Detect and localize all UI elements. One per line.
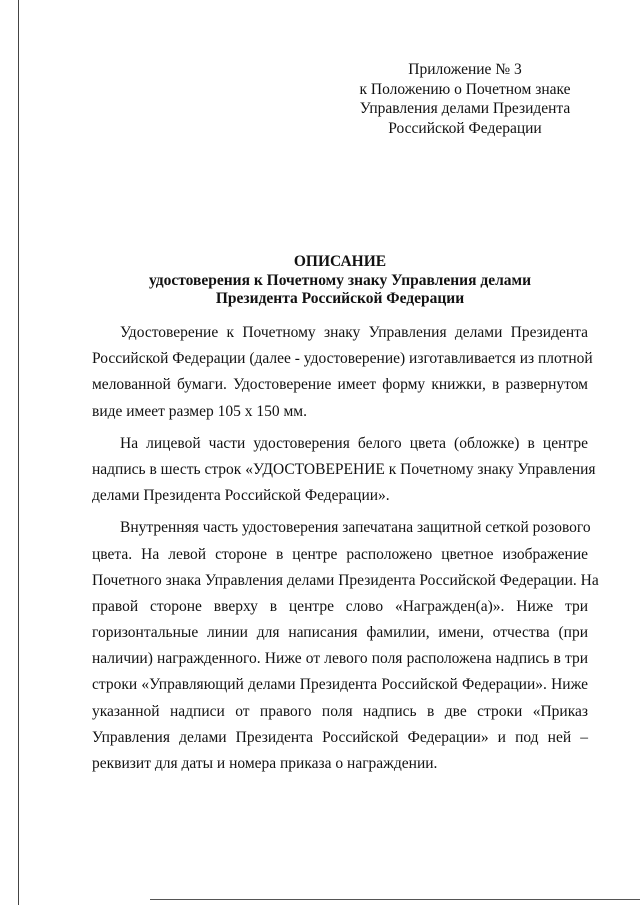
scan-border-left [18,0,19,905]
paragraph-3-line-6: наличии) награжденного. Ниже от левого поля расположена надпись в три [92,650,588,668]
annex-line-3: Управления делами Президента [359,100,571,117]
paragraph-3-line-5: горизонтальные линии для написания фамилии, имени, отчества (при [92,624,588,642]
paragraph-2-line-3: делами Президента Российской Федерации». [92,487,390,505]
paragraph-3-line-7: строки «Управляющий делами Президента Российской Федерации». Ниже [92,676,588,694]
document-subtitle-line-2: Президента Российской Федерации [215,290,465,307]
paragraph-2-line-1: На лицевой части удостоверения белого цвета (обложке) в центре [120,434,588,452]
annex-reference [345,60,585,138]
paragraph-1-line-1: Удостоверение к Почетному знаку Управления делами Президента [120,324,588,341]
paragraph-1-line-4: виде имеет размер 105 х 150 мм. [92,402,307,420]
paragraph-3-line-2: цвета. На левой стороне в центре расположено цветное изображение [92,545,588,563]
scan-border-bottom [150,899,640,900]
paragraph-1-line-2: Российской Федерации (далее - удостоверение) изготавливается из плотной [92,350,593,368]
paragraph-3-line-1: Внутренняя часть удостоверения запечатана защитной сеткой розового [120,519,591,537]
paragraph-3-line-4: правой стороне вверху в центре слово «Награжден(а)». Ниже три [92,597,588,615]
document-body [92,320,599,777]
annex-number: Приложение № 3 [408,61,522,78]
paragraph-3-line-10: реквизит для даты и номера приказа о награждении. [92,755,438,772]
document-heading [100,253,580,309]
paragraph-1-line-3: мелованной бумаги. Удостоверение имеет форму книжки, в развернутом [92,376,588,394]
document-subtitle-line-1: удостоверения к Почетному знаку Управления делами [148,271,532,289]
paragraph-3-line-8: указанной надписи от правого поля надпись в две строки «Приказ [92,702,588,720]
annex-line-2: к Положению о Почетном знаке [359,80,571,98]
paragraph-3-line-3: Почетного знака Управления делами Президента Российской Федерации. На [92,571,599,589]
paragraph-3-line-9: Управления делами Президента Российской Федерации» и под ней – [92,728,588,746]
document-title: ОПИСАНИЕ [293,253,387,270]
annex-line-4: Российской Федерации [388,119,542,137]
paragraph-2-line-2: надпись в шесть строк «УДОСТОВЕРЕНИЕ к Почетному знаку Управления [92,460,596,478]
